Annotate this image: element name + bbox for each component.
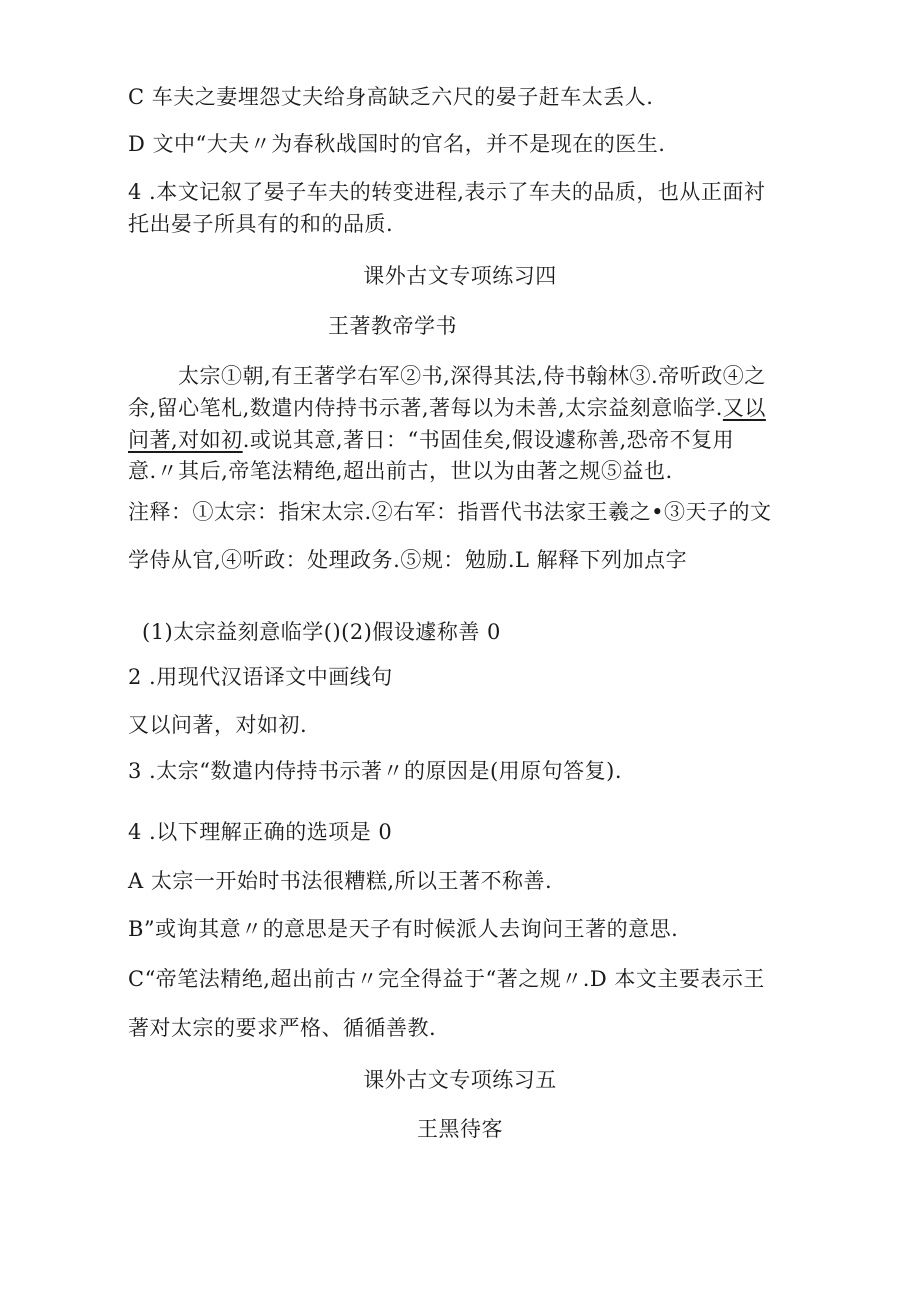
passage-line-1: 太宗①朝,有王著学右军②书,深得其法,侍书翰林③.帝听政④之 — [178, 364, 766, 388]
choice-a: A 太宗一开始时书法很糟糕,所以王著不称善. — [128, 869, 553, 893]
notes-line-1: 注释：①太宗：指宋太宗.②右军：指晋代书法家王羲之•③天子的文 — [128, 500, 772, 524]
passage-line-4: 意.〃其后,帝笔法精绝,超出前古，世以为由著之规⑤益也. — [128, 459, 673, 483]
option-c-line: C 车夫之妻埋怨丈夫给身高缺乏六尺的晏子赶车太丢人. — [128, 85, 654, 109]
section-5-subtitle: 王黑待客 — [417, 1117, 503, 1141]
section-4-title: 课外古文专项练习四 — [363, 264, 557, 288]
question-2: 2 .用现代汉语译文中画线句 — [128, 665, 393, 689]
choice-b: B”或询其意〃的意思是天子有时候派人去询问王著的意思. — [128, 917, 679, 941]
passage-line-2-text: 余,留心笔札,数遣内侍持书示著,著每以为未善,太宗益刻意临学. — [128, 396, 723, 420]
question-3: 3 .太宗“数遣内侍持书示著〃的原因是(用原句答复). — [128, 759, 623, 783]
question-2-sentence: 又以问著，对如初. — [128, 713, 308, 737]
underlined-sentence-part-2: 问著,对如初 — [128, 428, 243, 452]
choice-c-d-line-2: 著对太宗的要求严格、循循善教. — [128, 1016, 437, 1040]
section-5-title: 课外古文专项练习五 — [363, 1068, 557, 1092]
passage-line-3 — [128, 426, 734, 454]
question-4-line-1: 4 .本文记叙了晏子车夫的转变进程,表示了车夫的品质，也从正面衬 — [128, 180, 766, 204]
question-1: (1)太宗益刻意临学()(2)假设遽称善 0 — [142, 620, 501, 644]
passage-line-2 — [128, 394, 766, 422]
question-4: 4 .以下理解正确的选项是 0 — [128, 820, 393, 844]
section-4-subtitle: 王著教帝学书 — [328, 314, 457, 338]
passage-line-3-text: .或说其意,著日：“书固佳矣,假设遽称善,恐帝不复用 — [242, 428, 735, 452]
underlined-sentence-part-1: 又以 — [722, 396, 766, 420]
notes-line-2: 学侍从官,④听政：处理政务.⑤规：勉励.L 解释下列加点字 — [128, 548, 688, 572]
choice-c-d-line-1: C“帝笔法精绝,超出前古〃完全得益于“著之规〃.D 本文主要表示王 — [128, 967, 765, 991]
question-4-line-2: 托出晏子所具有的和的品质. — [128, 212, 394, 236]
option-d-line: D 文中“大夫〃为春秋战国时的官名，并不是现在的医生. — [128, 132, 666, 156]
